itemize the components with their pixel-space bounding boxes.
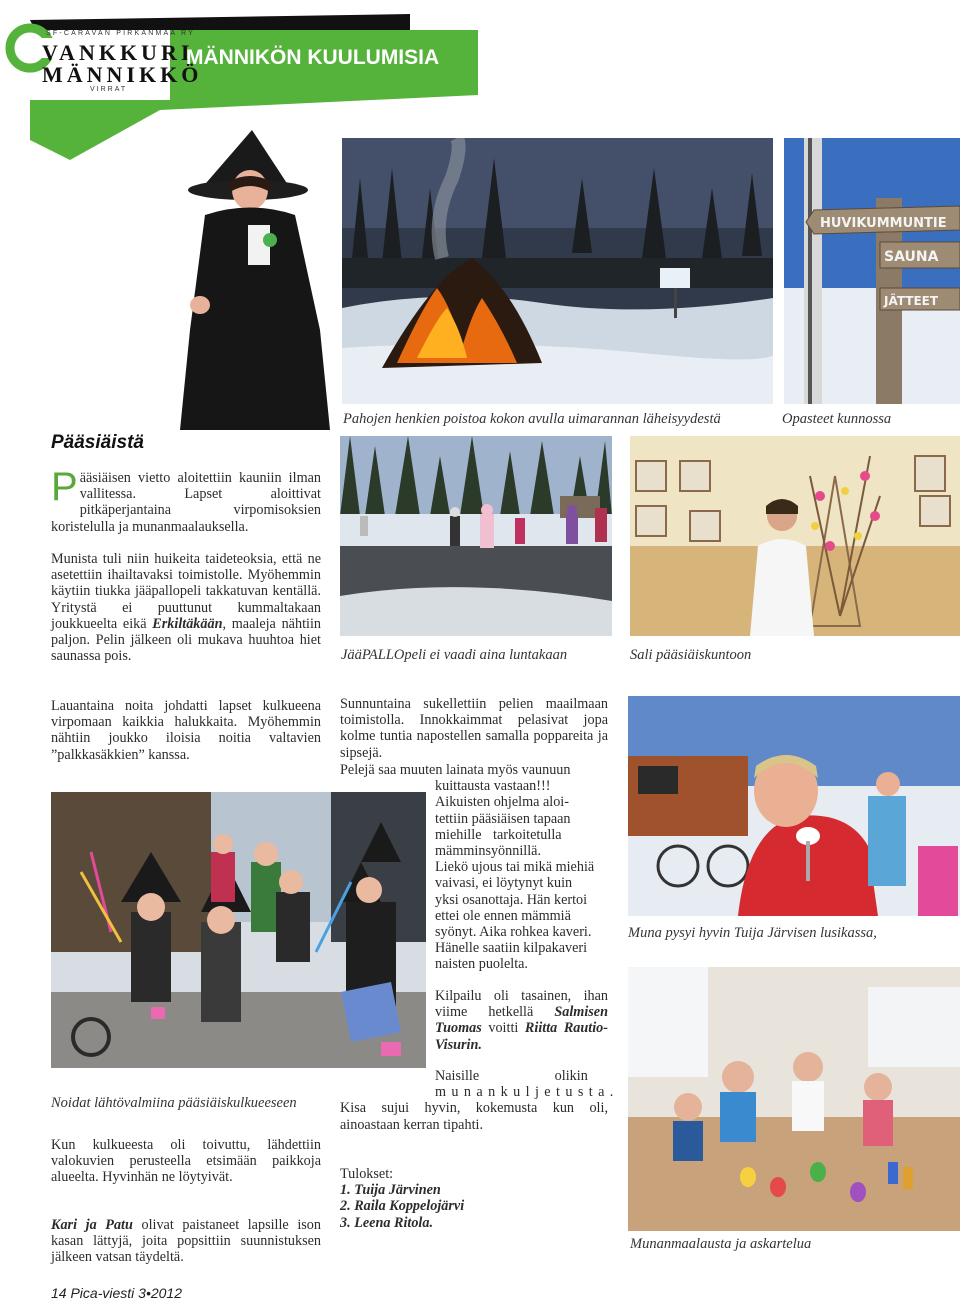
contest-winner: Salmisen Tuomas	[435, 1004, 608, 1037]
logo-place: VIRRAT	[90, 86, 128, 93]
drop-cap: P	[51, 465, 78, 509]
women-line-b: munankuljetusta.	[435, 1084, 619, 1101]
mid-line-7: vaivasi, ei löytynyt kuin	[435, 875, 573, 892]
mid-line-4: miehille tarkoitetulla	[435, 826, 562, 843]
hall-decoration-photo	[630, 436, 960, 636]
middle-paragraph-1: Sunnuntaina sukellettiin pelien maailmaan toimistolla. Innokkaimmat pelasivat jopa kolme tuntia napostellen samalla popparеita ja sipsejä.	[340, 696, 608, 761]
results-label: Tulokset:	[340, 1166, 394, 1182]
mid-line-9: ettei ole ennen mämmiä	[435, 907, 571, 924]
page-footer	[51, 1285, 182, 1301]
result-2: 2. Raila Koppelojärvi	[340, 1198, 465, 1215]
contest-text-a: Kilpailu oli tasainen, ihan viime hetkellä	[435, 988, 608, 1021]
paragraph-5-text: olivat paistaneet lapsille ison kasan lättyjä, joita popsittiin suunnistuksen jälkeen vatsan täydeltä.	[51, 1217, 321, 1266]
mid-line-3: tettiin pääsiäisen tapaan	[435, 810, 571, 827]
bonfire-photo	[342, 138, 773, 404]
contest-runner-up: Riitta Rautio-Visurin.	[435, 1020, 608, 1053]
caption-spoon: Muna pysyi hyvin Tuija Järvisen lusikassa,	[628, 925, 877, 941]
logo-text-line2: MÄNNIKKÖ	[42, 62, 203, 87]
magazine-name: Pica-viesti 3•2012	[70, 1285, 182, 1301]
mid-line-12: naisten puolelta.	[435, 956, 528, 973]
witch-photo	[170, 130, 335, 430]
intro-text: ääsiäisen vietto aloitettiin kauniin ilman vallitessa. Lapset aloittivat pitkäperjantaina virpomisoksien koristelulla ja munanmaalauksella.	[51, 470, 321, 535]
result-3: 3. Leena Ritola.	[340, 1214, 434, 1231]
paragraph-2-text: Munista tuli niin huikeita taideteoksia, että ne asetettiin ihailtavaksi toimistolle. Myöhemmin käytiin tiukka jääpallopeli takkatuvan kentällä. Yritystä ei puuttunut kummaltakaan joukkueelta eikä	[51, 551, 321, 632]
article-title: Pääsiäistä	[51, 432, 144, 453]
caption-kids: Noidat lähtövalmiina pääsiäiskulkueeseen	[51, 1095, 297, 1111]
paragraph-3: Lauantaina noita johdatti lapset kulkueena virpomaan kaikkia halukkaita. Myöhemmin nähtiin joukko iloisia noitia valtavien ”palkkasäkkien” kanssa.	[51, 698, 321, 763]
ice-hockey-photo	[340, 436, 612, 636]
middle-paragraph-4	[340, 1068, 619, 1133]
paragraph-2	[51, 551, 321, 664]
kids-witches-photo	[51, 792, 426, 1068]
mid-line-8: yksi osanottaja. Hän kertoi	[435, 891, 588, 908]
caption-hall: Sali pääsiäiskuntoon	[630, 647, 752, 663]
caption-bonfire: Pahojen henkien poistoa kokon avulla uimarannan läheisyydestä	[343, 411, 721, 427]
mid-line-10: syönyt. Aika rohkea kaveri.	[435, 924, 592, 941]
mid-line-2: Aikuisten ohjelma aloi-	[435, 794, 569, 811]
results-block	[340, 1166, 608, 1231]
mid-line-0: Pelejä saa muuten lainata myös vaunuun	[340, 762, 571, 778]
caption-hockey: JääPALLOpeli ei vaadi aina luntakaan	[341, 647, 568, 663]
mid-line-6: Liekö ujous tai mikä miehiä	[435, 859, 595, 876]
signpost-photo	[784, 138, 960, 404]
mid-line-11: Hänelle saatiin kilpakaveri	[435, 940, 588, 957]
paragraph-5	[51, 1217, 321, 1266]
caption-signs: Opasteet kunnossa	[782, 411, 892, 427]
contest-text-c: voitti	[481, 1020, 525, 1037]
section-title: MÄNNIKÖN KUULUMISIA	[186, 46, 440, 69]
spoon-race-photo	[628, 696, 960, 916]
bakers-names: Kari ja Patu	[51, 1217, 133, 1233]
women-line-a: Naisille olikin	[435, 1068, 588, 1084]
caption-crafts: Munanmaalausta ja askartelua	[630, 1236, 812, 1252]
mid-line-5: mämminsyönnillä.	[435, 843, 542, 860]
paragraph-4: Kun kulkueesta oli toivuttu, lähdettiin valokuvien perusteella etsimään paikkoja alueelta. Hyvinhän ne löytyivät.	[51, 1137, 321, 1186]
mid-line-1: kuittausta vastaan!!!	[435, 778, 551, 795]
sign-text-2: SAUNA	[884, 249, 939, 265]
sign-text-1: HUVIKUMMUNTIE	[820, 216, 947, 231]
middle-paragraph-3	[435, 988, 608, 1053]
paragraph-2-bold: Erkiltäkään	[152, 615, 223, 632]
logo-text-line1: VANKKURI	[42, 40, 194, 65]
page-number: 14	[51, 1285, 67, 1301]
result-1: 1. Tuija Järvinen	[340, 1182, 441, 1199]
sign-text-3: JÄTTEET	[884, 294, 939, 308]
org-name-small: SF-CARAVAN PIRKANMAA RY	[46, 30, 196, 37]
women-line-c: Kisa sujui hyvin, kokemusta kun oli, ainoastaan kerran tipahti.	[340, 1100, 608, 1133]
egg-painting-photo	[628, 967, 960, 1231]
paragraph-2-end: , maaleja nähtiin paljon. Pelin jälkeen oli mukava huuhtoa hiet saunassa pois.	[51, 615, 321, 665]
intro-paragraph	[51, 465, 321, 535]
